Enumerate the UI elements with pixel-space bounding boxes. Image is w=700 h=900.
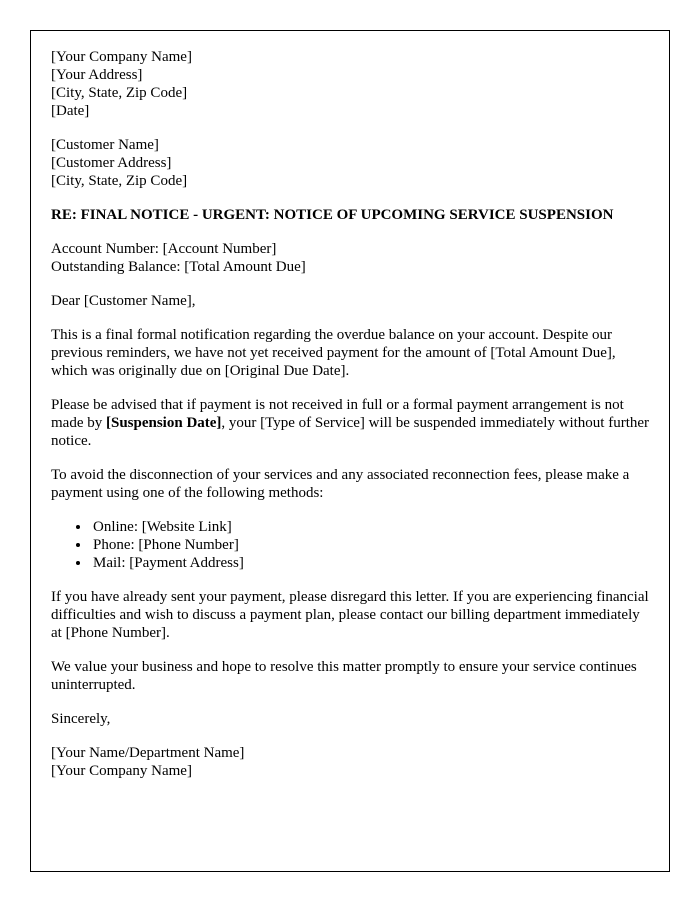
recipient-name: [Customer Name] [51, 137, 159, 153]
payment-methods-list [51, 518, 649, 572]
signature-company-name: [Your Company Name] [51, 763, 192, 779]
signature-name-department: [Your Name/Department Name] [51, 745, 245, 761]
sender-address: [Your Address] [51, 67, 143, 83]
paragraph-payment-methods-intro: To avoid the disconnection of your services and any associated reconnection fees, please make a payment using one of the following methods: [51, 467, 630, 501]
payment-method-mail: • Mail: [Payment Address] [91, 554, 649, 572]
suspension-warning-text-1: Please be advised that if payment is not received in full or a formal payment arrangement is not made by [51, 397, 624, 431]
paragraph-overdue-notice: This is a final formal notification regarding the overdue balance on your account. Despite our previous reminders, we have not yet received payment for the amount of [Total Amount Due], which was originally due on [Original Due Date]. [51, 327, 616, 379]
payment-method-phone: • Phone: [Phone Number] [91, 536, 649, 554]
suspension-date-placeholder: [Suspension Date] [105, 415, 222, 431]
payment-method-online: • Online: [Website Link] [91, 518, 649, 536]
recipient-address: [Customer Address] [51, 155, 172, 171]
paragraph-value-statement: We value your business and hope to resolve this matter promptly to ensure your service continues uninterrupted. [51, 659, 637, 693]
sender-address-block [51, 48, 649, 120]
suspension-warning-text-2: , your [Type of Service] will be suspended immediately without further notice. [51, 415, 650, 449]
letter-date: [Date] [51, 103, 90, 119]
account-number-line: Account Number: [Account Number] [51, 241, 277, 257]
recipient-address-block [51, 136, 649, 190]
outstanding-balance-line: Outstanding Balance: [Total Amount Due] [51, 259, 306, 275]
recipient-city-state-zip: [City, State, Zip Code] [51, 173, 188, 189]
signature-block [51, 744, 649, 780]
sender-city-state-zip: [City, State, Zip Code] [51, 85, 188, 101]
account-details-block [51, 240, 649, 276]
subject-line: RE: FINAL NOTICE - URGENT: NOTICE OF UPCOMING SERVICE SUSPENSION [51, 207, 614, 223]
sender-company-name: [Your Company Name] [51, 49, 192, 65]
paragraph-suspension-warning [51, 396, 649, 450]
letter-page [30, 30, 670, 872]
salutation: Dear [Customer Name], [51, 293, 196, 309]
paragraph-disregard-notice: If you have already sent your payment, please disregard this letter. If you are experiencing financial difficulties and wish to discuss a payment plan, please contact our billing department immediately at [Phone Number]. [51, 589, 649, 641]
closing: Sincerely, [51, 711, 111, 727]
